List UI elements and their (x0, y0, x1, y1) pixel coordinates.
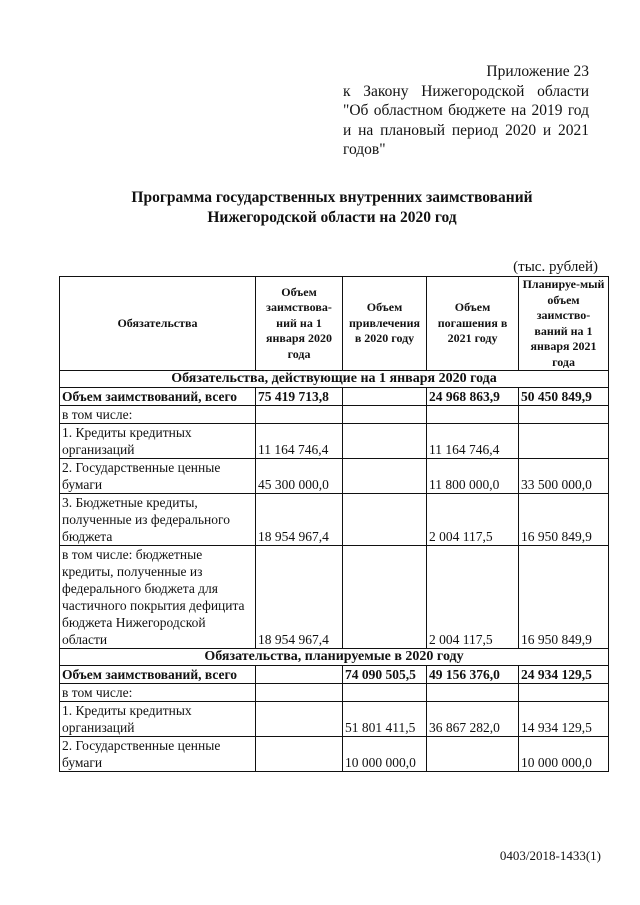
row-label: 2. Государственные ценные бумаги (60, 737, 256, 772)
section-row (60, 371, 609, 388)
cell-volume-jan-2020: 11 164 746,4 (256, 424, 343, 459)
cell-volume-jan-2020 (256, 406, 343, 424)
row-label: Объем заимствований, всего (60, 388, 256, 406)
section-current-obligations: Обязательства, действующие на 1 января 2020 года (60, 371, 609, 388)
cell-volume-jan-2020 (256, 702, 343, 737)
unit-label: (тыс. рублей) (513, 259, 598, 275)
table-row (60, 459, 609, 494)
section-planned-obligations: Обязательства, планируемые в 2020 году (60, 649, 609, 666)
cell-attraction-2020: 74 090 505,5 (343, 666, 427, 684)
cell-attraction-2020 (343, 388, 427, 406)
header-volume-jan-2020: Объем заимствова-ний на 1 января 2020 года (256, 277, 343, 371)
cell-planned-jan-2021: 16 950 849,9 (519, 546, 609, 649)
table-row (60, 406, 609, 424)
header-obligations: Обязательства (60, 277, 256, 371)
header-attraction-2020: Объем привлечения в 2020 году (343, 277, 427, 371)
cell-volume-jan-2020 (256, 737, 343, 772)
cell-attraction-2020 (343, 684, 427, 702)
table-row (60, 684, 609, 702)
cell-planned-jan-2021: 10 000 000,0 (519, 737, 609, 772)
row-label: 1. Кредиты кредитных организаций (60, 424, 256, 459)
cell-attraction-2020: 51 801 411,5 (343, 702, 427, 737)
cell-planned-jan-2021: 33 500 000,0 (519, 459, 609, 494)
cell-volume-jan-2020: 75 419 713,8 (256, 388, 343, 406)
cell-planned-jan-2021: 24 934 129,5 (519, 666, 609, 684)
appendix-law-title-line3: годов" (343, 141, 386, 158)
document-title-line1: Программа государственных внутренних заимствований (131, 189, 533, 206)
row-label: в том числе: бюджетные кредиты, полученные из федерального бюджета для частичного покрытия дефицита бюджета Нижегородской области (60, 546, 256, 649)
cell-attraction-2020 (343, 424, 427, 459)
cell-repayment-2021 (427, 737, 519, 772)
cell-planned-jan-2021 (519, 406, 609, 424)
document-title (60, 188, 604, 228)
appendix-number: Приложение 23 (486, 63, 589, 80)
document-code: 0403/2018-1433(1) (499, 848, 601, 863)
cell-attraction-2020 (343, 546, 427, 649)
cell-planned-jan-2021: 50 450 849,9 (519, 388, 609, 406)
table-header-row (60, 277, 609, 371)
cell-volume-jan-2020: 18 954 967,4 (256, 546, 343, 649)
cell-repayment-2021: 2 004 117,5 (427, 546, 519, 649)
table-row (60, 666, 609, 684)
cell-attraction-2020 (343, 459, 427, 494)
row-label: 3. Бюджетные кредиты, полученные из федерального бюджета (60, 494, 256, 546)
cell-repayment-2021: 49 156 376,0 (427, 666, 519, 684)
appendix-law-title-line2: и на плановый период 2020 и 2021 (343, 121, 589, 139)
document-title-line2: Нижегородской области на 2020 год (207, 209, 457, 226)
table-row (60, 737, 609, 772)
section-row (60, 649, 609, 666)
table-row (60, 702, 609, 737)
borrowing-program-table (59, 276, 609, 772)
cell-attraction-2020: 10 000 000,0 (343, 737, 427, 772)
cell-attraction-2020 (343, 494, 427, 546)
cell-planned-jan-2021: 16 950 849,9 (519, 494, 609, 546)
row-label: в том числе: (60, 406, 256, 424)
appendix-header (343, 62, 589, 160)
cell-repayment-2021: 11 800 000,0 (427, 459, 519, 494)
cell-volume-jan-2020 (256, 684, 343, 702)
header-repayment-2021: Объем погашения в 2021 году (427, 277, 519, 371)
cell-repayment-2021: 2 004 117,5 (427, 494, 519, 546)
appendix-law-title-line1: "Об областном бюджете на 2019 год (343, 102, 589, 119)
header-planned-jan-2021: Планируе-мый объем заимство-ваний на 1 января 2021 года (519, 277, 609, 371)
cell-repayment-2021 (427, 406, 519, 424)
table-row (60, 424, 609, 459)
table-row (60, 494, 609, 546)
cell-planned-jan-2021: 14 934 129,5 (519, 702, 609, 737)
appendix-law-line: к Закону Нижегородской области (343, 82, 589, 100)
row-label: Объем заимствований, всего (60, 666, 256, 684)
cell-volume-jan-2020: 18 954 967,4 (256, 494, 343, 546)
cell-planned-jan-2021 (519, 424, 609, 459)
cell-repayment-2021: 24 968 863,9 (427, 388, 519, 406)
cell-repayment-2021: 11 164 746,4 (427, 424, 519, 459)
row-label: в том числе: (60, 684, 256, 702)
cell-attraction-2020 (343, 406, 427, 424)
row-label: 1. Кредиты кредитных организаций (60, 702, 256, 737)
cell-volume-jan-2020 (256, 666, 343, 684)
cell-repayment-2021: 36 867 282,0 (427, 702, 519, 737)
table-row (60, 388, 609, 406)
cell-volume-jan-2020: 45 300 000,0 (256, 459, 343, 494)
row-label: 2. Государственные ценные бумаги (60, 459, 256, 494)
cell-planned-jan-2021 (519, 684, 609, 702)
cell-repayment-2021 (427, 684, 519, 702)
table-row (60, 546, 609, 649)
